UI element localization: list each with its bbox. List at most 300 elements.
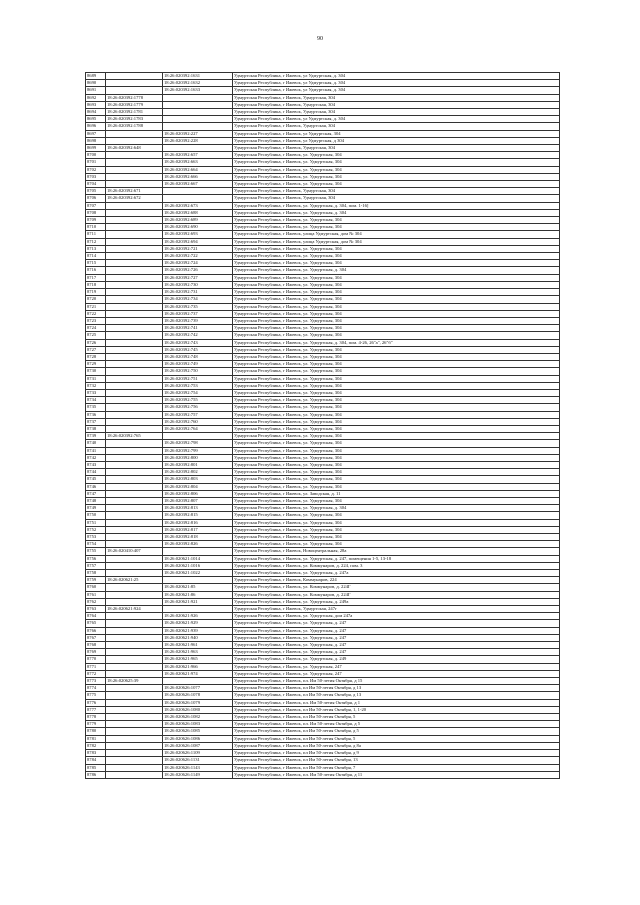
cell-address: Удмуртская Республика, г Ижевск, пл. Им 50-летия Октября, д 1 bbox=[233, 699, 560, 706]
cell-object-cadastral-number: 18:26:020621:963 bbox=[163, 649, 233, 656]
cell-land-cadastral-number bbox=[106, 382, 163, 389]
cell-address: Удмуртская Республика, г Ижевск, ул. Удмуртская, д. 247 bbox=[233, 634, 560, 641]
cell-address: Удмуртская Республика, г Ижевск, ул. Удмуртская, 304 bbox=[233, 512, 560, 519]
table-row bbox=[86, 130, 560, 137]
cell-row-number: 8744 bbox=[86, 469, 106, 476]
cell-object-cadastral-number bbox=[163, 606, 233, 613]
cell-address: Удмуртская Республика, г Ижевск, ул Удмуртская, д. 304 bbox=[233, 116, 560, 123]
cell-row-number: 8723 bbox=[86, 317, 106, 324]
cell-row-number: 8746 bbox=[86, 483, 106, 490]
cell-address: Удмуртская Республика, г Ижевск, Удмуртская, 304 bbox=[233, 195, 560, 202]
cell-land-cadastral-number bbox=[106, 476, 163, 483]
cell-address: Удмуртская Республика, г Ижевск, ул Удмуртская, д 304 bbox=[233, 137, 560, 144]
cell-row-number: 8737 bbox=[86, 418, 106, 425]
cell-row-number: 8733 bbox=[86, 389, 106, 396]
cell-row-number: 8726 bbox=[86, 339, 106, 346]
cell-row-number: 8696 bbox=[86, 123, 106, 130]
table-row bbox=[86, 670, 560, 677]
cell-address: Удмуртская Республика, г Ижевск, пл Им 50-летия Октября, д 13 bbox=[233, 692, 560, 699]
cell-object-cadastral-number: 18:26:020392:798 bbox=[163, 440, 233, 447]
cell-object-cadastral-number: 18:26:020392:806 bbox=[163, 490, 233, 497]
cell-land-cadastral-number: 18:26:020410:407 bbox=[106, 548, 163, 555]
table-row bbox=[86, 577, 560, 584]
table-row bbox=[86, 469, 560, 476]
cell-object-cadastral-number: 18:26:020621:965 bbox=[163, 656, 233, 663]
cell-land-cadastral-number bbox=[106, 490, 163, 497]
cell-object-cadastral-number: 18:26:020392:748 bbox=[163, 353, 233, 360]
cell-object-cadastral-number bbox=[163, 145, 233, 152]
cell-address: Удмуртская Республика, г Ижевск, ул. Удмуртская, 304 bbox=[233, 152, 560, 159]
cell-row-number: 8692 bbox=[86, 94, 106, 101]
cell-land-cadastral-number: 18:26:020392:671 bbox=[106, 188, 163, 195]
cell-row-number: 8694 bbox=[86, 109, 106, 116]
cell-object-cadastral-number: 18:26:020392:826 bbox=[163, 541, 233, 548]
cell-land-cadastral-number bbox=[106, 505, 163, 512]
cell-row-number: 8780 bbox=[86, 728, 106, 735]
cell-row-number: 8779 bbox=[86, 721, 106, 728]
cell-land-cadastral-number bbox=[106, 209, 163, 216]
cell-row-number: 8784 bbox=[86, 757, 106, 764]
cell-land-cadastral-number bbox=[106, 757, 163, 764]
table-row bbox=[86, 152, 560, 159]
cell-land-cadastral-number bbox=[106, 656, 163, 663]
cell-row-number: 8786 bbox=[86, 771, 106, 778]
cell-object-cadastral-number: 18:26:020621:940 bbox=[163, 634, 233, 641]
cell-row-number: 8763 bbox=[86, 606, 106, 613]
cell-address: Удмуртская Республика, г Ижевск, пл. Им 50-летия Октября, д 11 bbox=[233, 771, 560, 778]
cell-object-cadastral-number: 18:26:020621:86 bbox=[163, 591, 233, 598]
cell-object-cadastral-number: 18:26:020392:737 bbox=[163, 310, 233, 317]
cell-land-cadastral-number bbox=[106, 317, 163, 324]
cell-row-number: 8719 bbox=[86, 289, 106, 296]
cell-land-cadastral-number bbox=[106, 634, 163, 641]
cell-land-cadastral-number bbox=[106, 166, 163, 173]
table-row bbox=[86, 548, 560, 555]
cell-object-cadastral-number: 18:26:020392:756 bbox=[163, 404, 233, 411]
cell-object-cadastral-number: 18:26:020392:750 bbox=[163, 368, 233, 375]
registry-table-container bbox=[85, 72, 559, 880]
cell-row-number: 8774 bbox=[86, 685, 106, 692]
cell-row-number: 8751 bbox=[86, 519, 106, 526]
cell-object-cadastral-number: 18:26:020392:739 bbox=[163, 317, 233, 324]
cell-object-cadastral-number: 18:26:020392:764 bbox=[163, 425, 233, 432]
cell-land-cadastral-number: 18:26:020625:39 bbox=[106, 678, 163, 685]
cell-land-cadastral-number bbox=[106, 368, 163, 375]
table-row bbox=[86, 534, 560, 541]
cell-land-cadastral-number bbox=[106, 397, 163, 404]
cell-address: Удмуртская Республика, г Ижевск, ул. Удмуртская, 304 bbox=[233, 418, 560, 425]
cell-object-cadastral-number: 18:26:020392:731 bbox=[163, 289, 233, 296]
cell-land-cadastral-number bbox=[106, 181, 163, 188]
cell-object-cadastral-number: 18:26:020392:742 bbox=[163, 332, 233, 339]
cell-row-number: 8724 bbox=[86, 325, 106, 332]
cell-object-cadastral-number: 18:26:020392:666 bbox=[163, 173, 233, 180]
cell-row-number: 8781 bbox=[86, 735, 106, 742]
table-row bbox=[86, 166, 560, 173]
table-row bbox=[86, 461, 560, 468]
cell-address: Удмуртская Республика, г Ижевск, ул. Удмуртская, 304 bbox=[233, 497, 560, 504]
table-row bbox=[86, 253, 560, 260]
cell-row-number: 8775 bbox=[86, 692, 106, 699]
cell-address: Удмуртская Республика, г Ижевск, ул. Удмуртская, 304 bbox=[233, 303, 560, 310]
cell-land-cadastral-number bbox=[106, 217, 163, 224]
cell-address: Удмуртская Республика, г Ижевск, ул. Удмуртская, 304 bbox=[233, 166, 560, 173]
cell-land-cadastral-number bbox=[106, 231, 163, 238]
cell-row-number: 8749 bbox=[86, 505, 106, 512]
cell-row-number: 8773 bbox=[86, 678, 106, 685]
table-row bbox=[86, 613, 560, 620]
cell-row-number: 8754 bbox=[86, 541, 106, 548]
cell-row-number: 8785 bbox=[86, 764, 106, 771]
cell-row-number: 8709 bbox=[86, 217, 106, 224]
cell-address: Удмуртская Республика, г Ижевск, ул. Коммунаров, д. 224Г bbox=[233, 584, 560, 591]
cell-row-number: 8742 bbox=[86, 454, 106, 461]
cell-row-number: 8736 bbox=[86, 411, 106, 418]
table-row bbox=[86, 440, 560, 447]
cell-row-number: 8782 bbox=[86, 742, 106, 749]
table-row bbox=[86, 404, 560, 411]
table-row bbox=[86, 685, 560, 692]
cell-object-cadastral-number: 18:26:020392:690 bbox=[163, 224, 233, 231]
cell-row-number: 8712 bbox=[86, 238, 106, 245]
cell-object-cadastral-number: 18:26:020392:803 bbox=[163, 476, 233, 483]
cell-land-cadastral-number bbox=[106, 411, 163, 418]
cell-row-number: 8740 bbox=[86, 440, 106, 447]
cell-object-cadastral-number: 18:26:020392:734 bbox=[163, 296, 233, 303]
cell-address: Удмуртская Республика, г Ижевск, ул. Удмуртская, 247 bbox=[233, 670, 560, 677]
cell-object-cadastral-number: 18:26:020392:813 bbox=[163, 505, 233, 512]
cell-land-cadastral-number bbox=[106, 562, 163, 569]
cell-row-number: 8760 bbox=[86, 584, 106, 591]
cell-address: Удмуртская Республика, г Ижевск, ул. Удмуртская, 304 bbox=[233, 519, 560, 526]
cell-address: Удмуртская Республика, г Ижевск, ул. Удмуртская, 304 bbox=[233, 173, 560, 180]
cell-object-cadastral-number bbox=[163, 109, 233, 116]
cell-land-cadastral-number bbox=[106, 425, 163, 432]
cell-land-cadastral-number bbox=[106, 483, 163, 490]
cell-address: Удмуртская Республика, г Ижевск, ул. Удмуртская, д. 247а bbox=[233, 570, 560, 577]
cell-address: Удмуртская Республика, г Ижевск, ул. Удмуртская, дом 247а bbox=[233, 613, 560, 620]
table-row bbox=[86, 325, 560, 332]
table-row bbox=[86, 332, 560, 339]
cell-address: Удмуртская Республика, г Ижевск, ул. Удмуртская, 304 bbox=[233, 325, 560, 332]
cell-land-cadastral-number bbox=[106, 80, 163, 87]
cell-address: Удмуртская Республика, г Ижевск, ул Удмуртская, д. 304 bbox=[233, 80, 560, 87]
table-row bbox=[86, 209, 560, 216]
cell-address: Удмуртская Республика, г Ижевск, Удмуртская, 304 bbox=[233, 94, 560, 101]
cell-address: Удмуртская Республика, г Ижевск, ул. Удмуртская, 304 bbox=[233, 310, 560, 317]
table-row bbox=[86, 642, 560, 649]
table-row bbox=[86, 454, 560, 461]
cell-address: Удмуртская Республика, г Ижевск, ул. Удмуртская, д. 247 bbox=[233, 627, 560, 634]
table-row bbox=[86, 714, 560, 721]
cell-land-cadastral-number bbox=[106, 750, 163, 757]
cell-row-number: 8732 bbox=[86, 382, 106, 389]
cell-address: Удмуртская Республика, г Ижевск, ул. Удмуртская, 304 bbox=[233, 353, 560, 360]
cell-land-cadastral-number bbox=[106, 346, 163, 353]
table-row bbox=[86, 678, 560, 685]
cell-row-number: 8735 bbox=[86, 404, 106, 411]
table-row bbox=[86, 145, 560, 152]
cell-address: Удмуртская Республика, г Ижевск, Удмуртская, 304 bbox=[233, 101, 560, 108]
cell-object-cadastral-number: 18:26:020392:754 bbox=[163, 389, 233, 396]
table-row bbox=[86, 505, 560, 512]
cell-row-number: 8765 bbox=[86, 620, 106, 627]
cell-land-cadastral-number bbox=[106, 598, 163, 605]
cell-row-number: 8783 bbox=[86, 750, 106, 757]
table-row bbox=[86, 411, 560, 418]
cell-address: Удмуртская Республика, г Ижевск, пл Им 50-летия Октября, д 13 bbox=[233, 685, 560, 692]
table-row bbox=[86, 94, 560, 101]
cell-address: Удмуртская Республика, г Ижевск, улица Удмуртская, дом № 304 bbox=[233, 231, 560, 238]
cell-address: Удмуртская Республика, г Ижевск, ул. Удмуртская, 304 bbox=[233, 469, 560, 476]
cell-row-number: 8741 bbox=[86, 447, 106, 454]
cell-object-cadastral-number: 18:26:020626:1143 bbox=[163, 764, 233, 771]
cell-address: Удмуртская Республика, г Ижевск, ул. Удмуртская, 247 bbox=[233, 663, 560, 670]
cell-land-cadastral-number bbox=[106, 728, 163, 735]
cell-object-cadastral-number: 18:26:020392:804 bbox=[163, 483, 233, 490]
table-row bbox=[86, 663, 560, 670]
cell-object-cadastral-number: 18:26:020626:1078 bbox=[163, 692, 233, 699]
cell-row-number: 8772 bbox=[86, 670, 106, 677]
cell-land-cadastral-number bbox=[106, 663, 163, 670]
cell-land-cadastral-number bbox=[106, 699, 163, 706]
table-row bbox=[86, 173, 560, 180]
cell-row-number: 8757 bbox=[86, 562, 106, 569]
cell-object-cadastral-number: 18:26:020626:1079 bbox=[163, 699, 233, 706]
cell-address: Удмуртская Республика, г Ижевск, Удмуртская, 304 bbox=[233, 123, 560, 130]
table-row bbox=[86, 750, 560, 757]
cell-row-number: 8702 bbox=[86, 166, 106, 173]
cell-address: Удмуртская Республика, г Ижевск, ул. Удмуртская, 304 bbox=[233, 332, 560, 339]
cell-object-cadastral-number: 18:26:020392:724 bbox=[163, 260, 233, 267]
table-row bbox=[86, 310, 560, 317]
cell-object-cadastral-number: 18:26:020626:1082 bbox=[163, 714, 233, 721]
cell-address: Удмуртская Республика, г Ижевск, пл Им 50-летия Октября, 5 bbox=[233, 735, 560, 742]
cell-row-number: 8728 bbox=[86, 353, 106, 360]
cell-row-number: 8752 bbox=[86, 526, 106, 533]
cell-address: Удмуртская Республика, г Ижевск, ул. Удмуртская, 304 bbox=[233, 346, 560, 353]
cell-row-number: 8761 bbox=[86, 591, 106, 598]
table-row bbox=[86, 598, 560, 605]
cell-row-number: 8708 bbox=[86, 209, 106, 216]
cell-object-cadastral-number: 18:26:020392:1631 bbox=[163, 73, 233, 80]
table-row bbox=[86, 476, 560, 483]
cell-object-cadastral-number: 18:26:020392:749 bbox=[163, 361, 233, 368]
cell-object-cadastral-number: 18:26:020392:807 bbox=[163, 497, 233, 504]
cell-land-cadastral-number bbox=[106, 461, 163, 468]
cell-address: Удмуртская Республика, г Ижевск, ул. Удмуртская, 304 bbox=[233, 181, 560, 188]
cell-address: Удмуртская Республика, г Ижевск, ул. Удмуртская, 304 bbox=[233, 260, 560, 267]
cell-object-cadastral-number: 18:26:020392:818 bbox=[163, 534, 233, 541]
cell-row-number: 8716 bbox=[86, 267, 106, 274]
table-row bbox=[86, 238, 560, 245]
cell-object-cadastral-number bbox=[163, 188, 233, 195]
table-row bbox=[86, 73, 560, 80]
cell-row-number: 8771 bbox=[86, 663, 106, 670]
cell-row-number: 8758 bbox=[86, 570, 106, 577]
cell-address: Удмуртская Республика, г Ижевск, ул. Удмуртская, 304 bbox=[233, 253, 560, 260]
cell-row-number: 8730 bbox=[86, 368, 106, 375]
cell-object-cadastral-number: 18:26:020392:673 bbox=[163, 202, 233, 209]
cell-address: Удмуртская Республика, г Ижевск, пл Им 50-летия Октября, 13 bbox=[233, 757, 560, 764]
cell-object-cadastral-number: 18:26:020626:1149 bbox=[163, 771, 233, 778]
cell-land-cadastral-number bbox=[106, 670, 163, 677]
cell-row-number: 8717 bbox=[86, 274, 106, 281]
table-row bbox=[86, 764, 560, 771]
cell-row-number: 8718 bbox=[86, 281, 106, 288]
cell-row-number: 8701 bbox=[86, 159, 106, 166]
cell-land-cadastral-number bbox=[106, 692, 163, 699]
cell-row-number: 8743 bbox=[86, 461, 106, 468]
cell-row-number: 8731 bbox=[86, 375, 106, 382]
table-row bbox=[86, 231, 560, 238]
cell-address: Удмуртская Республика, г Ижевск, пл Им 50-летия Октября, 7 bbox=[233, 764, 560, 771]
cell-land-cadastral-number: 18:26:020392:1781 bbox=[106, 109, 163, 116]
table-row bbox=[86, 368, 560, 375]
table-row bbox=[86, 555, 560, 562]
table-row bbox=[86, 570, 560, 577]
cell-object-cadastral-number bbox=[163, 548, 233, 555]
cell-land-cadastral-number bbox=[106, 512, 163, 519]
cell-land-cadastral-number bbox=[106, 519, 163, 526]
table-row bbox=[86, 721, 560, 728]
cell-address: Удмуртская Республика, г Ижевск, Удмуртская, 304 bbox=[233, 109, 560, 116]
cell-land-cadastral-number bbox=[106, 591, 163, 598]
cell-land-cadastral-number bbox=[106, 721, 163, 728]
cell-object-cadastral-number bbox=[163, 577, 233, 584]
cell-address: Удмуртская Республика, г Ижевск, ул. Удмуртская, 304 bbox=[233, 541, 560, 548]
cell-land-cadastral-number bbox=[106, 771, 163, 778]
cell-address: Удмуртская Республика, г Ижевск, ул. Удмуртская, 304 bbox=[233, 368, 560, 375]
cell-row-number: 8713 bbox=[86, 245, 106, 252]
cell-object-cadastral-number: 18:26:020392:760 bbox=[163, 418, 233, 425]
cell-land-cadastral-number bbox=[106, 447, 163, 454]
cell-object-cadastral-number: 18:26:020621:961 bbox=[163, 642, 233, 649]
cell-address: Удмуртская Республика, г Ижевск, ул. Коммунаров, д. 224, пом. 3 bbox=[233, 562, 560, 569]
cell-row-number: 8770 bbox=[86, 656, 106, 663]
cell-address: Удмуртская Республика, г Ижевск, Удмуртская, 304 bbox=[233, 188, 560, 195]
cell-object-cadastral-number: 18:26:020392:757 bbox=[163, 411, 233, 418]
cell-row-number: 8745 bbox=[86, 476, 106, 483]
table-row bbox=[86, 346, 560, 353]
cell-land-cadastral-number bbox=[106, 555, 163, 562]
cell-address: Удмуртская Республика, г Ижевск, ул. Удмуртская, д. 304 bbox=[233, 267, 560, 274]
table-row bbox=[86, 281, 560, 288]
cell-row-number: 8734 bbox=[86, 397, 106, 404]
cell-address: Удмуртская Республика, г Ижевск, ул. Удмуртская, 304 bbox=[233, 217, 560, 224]
cell-row-number: 8695 bbox=[86, 116, 106, 123]
table-row bbox=[86, 375, 560, 382]
cell-land-cadastral-number bbox=[106, 137, 163, 144]
cell-row-number: 8725 bbox=[86, 332, 106, 339]
cell-object-cadastral-number: 18:26:020621:974 bbox=[163, 670, 233, 677]
cell-address: Удмуртская Республика, г Ижевск, ул. Удмуртская, 304 bbox=[233, 382, 560, 389]
table-row bbox=[86, 418, 560, 425]
cell-land-cadastral-number: 18:26:020392:1788 bbox=[106, 123, 163, 130]
cell-land-cadastral-number: 18:26:020392:1778 bbox=[106, 94, 163, 101]
cell-land-cadastral-number bbox=[106, 534, 163, 541]
cell-object-cadastral-number: 18:26:020392:657 bbox=[163, 152, 233, 159]
cell-object-cadastral-number: 18:26:020392:227 bbox=[163, 130, 233, 137]
cell-row-number: 8711 bbox=[86, 231, 106, 238]
table-row bbox=[86, 519, 560, 526]
table-row bbox=[86, 116, 560, 123]
cell-row-number: 8690 bbox=[86, 80, 106, 87]
cell-land-cadastral-number bbox=[106, 497, 163, 504]
cell-address: Удмуртская Республика, г Ижевск, ул. Удмуртская, 304 bbox=[233, 361, 560, 368]
cell-land-cadastral-number bbox=[106, 706, 163, 713]
cell-object-cadastral-number: 18:26:020392:727 bbox=[163, 274, 233, 281]
cell-address: Удмуртская Республика, г Ижевск, улица Удмуртская, дом № 304 bbox=[233, 238, 560, 245]
cell-row-number: 8762 bbox=[86, 598, 106, 605]
table-row bbox=[86, 188, 560, 195]
cell-row-number: 8766 bbox=[86, 627, 106, 634]
table-row bbox=[86, 526, 560, 533]
cell-land-cadastral-number bbox=[106, 224, 163, 231]
cell-land-cadastral-number bbox=[106, 375, 163, 382]
table-row bbox=[86, 634, 560, 641]
cell-address: Удмуртская Республика, г Ижевск, ул. Удмуртская, д. 247, помещения 1-5, 13-18 bbox=[233, 555, 560, 562]
cell-object-cadastral-number: 18:26:020626:1109 bbox=[163, 750, 233, 757]
cell-land-cadastral-number bbox=[106, 764, 163, 771]
cell-land-cadastral-number bbox=[106, 735, 163, 742]
cell-address: Удмуртская Республика, г Ижевск, Удмуртская, 304 bbox=[233, 145, 560, 152]
cell-row-number: 8715 bbox=[86, 260, 106, 267]
cell-object-cadastral-number: 18:26:020392:800 bbox=[163, 454, 233, 461]
cell-row-number: 8776 bbox=[86, 699, 106, 706]
cell-land-cadastral-number bbox=[106, 73, 163, 80]
cell-object-cadastral-number: 18:26:020626:1086 bbox=[163, 735, 233, 742]
cell-address: Удмуртская Республика, г Ижевск, пл Им 50-летия Октября, д 9 bbox=[233, 750, 560, 757]
cell-land-cadastral-number bbox=[106, 685, 163, 692]
cell-land-cadastral-number bbox=[106, 440, 163, 447]
cell-address: Удмуртская Республика, г Ижевск, пл Им 50-летия Октября, 1, 1-20 bbox=[233, 706, 560, 713]
cell-object-cadastral-number: 18:26:020392:741 bbox=[163, 325, 233, 332]
cell-address: Удмуртская Республика, г Ижевск, ул. Удмуртская, 304 bbox=[233, 397, 560, 404]
cell-land-cadastral-number bbox=[106, 202, 163, 209]
cell-object-cadastral-number: 18:26:020621:921 bbox=[163, 598, 233, 605]
table-row bbox=[86, 620, 560, 627]
table-row bbox=[86, 382, 560, 389]
cell-row-number: 8755 bbox=[86, 548, 106, 555]
cell-row-number: 8693 bbox=[86, 101, 106, 108]
cell-row-number: 8710 bbox=[86, 224, 106, 231]
cell-row-number: 8756 bbox=[86, 555, 106, 562]
cell-land-cadastral-number bbox=[106, 87, 163, 94]
cell-object-cadastral-number: 18:26:020392:663 bbox=[163, 159, 233, 166]
table-row bbox=[86, 562, 560, 569]
table-row bbox=[86, 512, 560, 519]
cell-land-cadastral-number bbox=[106, 303, 163, 310]
cell-land-cadastral-number bbox=[106, 642, 163, 649]
cell-row-number: 8759 bbox=[86, 577, 106, 584]
cell-object-cadastral-number: 18:26:020621:1016 bbox=[163, 562, 233, 569]
table-row bbox=[86, 433, 560, 440]
cell-address: Удмуртская Республика, г Ижевск, пл Им 50-летия Октября, д 5 bbox=[233, 728, 560, 735]
table-row bbox=[86, 591, 560, 598]
table-row bbox=[86, 425, 560, 432]
table-row bbox=[86, 339, 560, 346]
table-row bbox=[86, 101, 560, 108]
table-row bbox=[86, 541, 560, 548]
cell-land-cadastral-number bbox=[106, 159, 163, 166]
cell-row-number: 8747 bbox=[86, 490, 106, 497]
table-row bbox=[86, 771, 560, 778]
cell-row-number: 8767 bbox=[86, 634, 106, 641]
cell-land-cadastral-number bbox=[106, 620, 163, 627]
cell-object-cadastral-number: 18:26:020621:1022 bbox=[163, 570, 233, 577]
cell-address: Удмуртская Республика, г Ижевск, ул. Удмуртская, д. 247 bbox=[233, 620, 560, 627]
